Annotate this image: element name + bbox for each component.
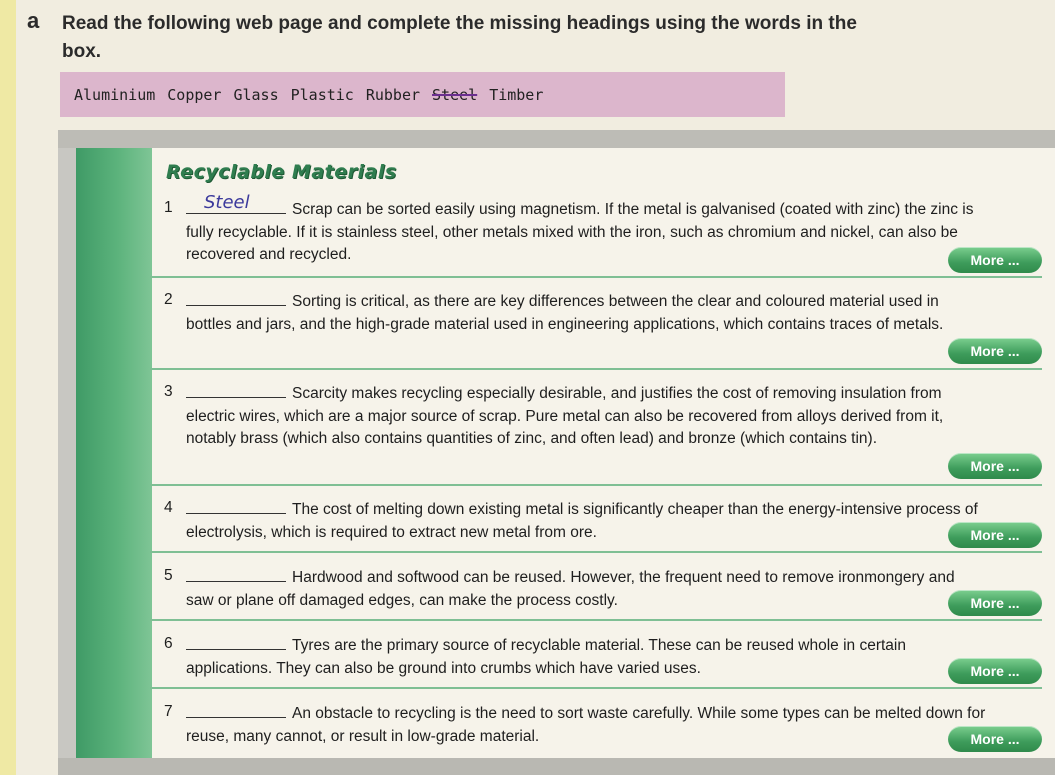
web-page-bottom-bar [58, 758, 1055, 775]
word-timber: Timber [489, 85, 544, 104]
more-button[interactable]: More ... [948, 726, 1042, 752]
entry-text: An obstacle to recycling is the need to sort waste carefully. While some types can be melted down for reuse, many cannot, or result in low-grade material. [186, 705, 986, 745]
word-copper: Copper [167, 85, 222, 104]
entry-divider [150, 619, 1042, 621]
word-rubber: Rubber [365, 85, 421, 104]
entry-text: Tyres are the primary source of recyclable material. These can be reused whole in certain applications. They can also be ground into crumbs which have varied uses. [186, 637, 906, 677]
exercise-instruction: Read the following web page and complete the missing headings using the words in the box. [62, 13, 857, 62]
handwritten-answer: Steel [204, 191, 250, 213]
entry-divider [150, 484, 1042, 486]
list-item [150, 633, 1042, 680]
list-item [150, 289, 1042, 336]
entry-number: 5 [164, 567, 173, 584]
entry-text: Sorting is critical, as there are key differences between the clear and coloured material used in bottles and jars, and the high-grade material used in engineering applications, which contains traces of metals. [186, 293, 944, 333]
word-aluminium: Aluminium [74, 85, 156, 104]
entry-number: 2 [164, 291, 173, 308]
more-button[interactable]: More ... [948, 590, 1042, 616]
entry-number: 7 [164, 703, 173, 720]
entry-text-block [186, 701, 986, 748]
heading-blank[interactable] [186, 633, 286, 650]
word-steel: Steel [432, 85, 478, 104]
list-item [150, 497, 1042, 544]
entry-text-block [186, 381, 986, 451]
heading-blank[interactable] [186, 701, 286, 718]
list-item [150, 701, 1042, 748]
entry-text-block [186, 497, 986, 544]
entry-text: Hardwood and softwood can be reused. However, the frequent need to remove ironmongery and saw or plane off damaged edges, can make the process costly. [186, 569, 955, 609]
page-title: Recyclable Materials [166, 161, 397, 183]
exercise-letter: a [27, 8, 40, 33]
heading-blank[interactable] [186, 289, 286, 306]
heading-blank[interactable] [186, 497, 286, 514]
entry-number: 1 [164, 199, 173, 216]
heading-blank[interactable] [186, 565, 286, 582]
list-item [150, 565, 1042, 612]
entry-text-block [186, 633, 986, 680]
word-box [60, 72, 785, 117]
more-button[interactable]: More ... [948, 522, 1042, 548]
more-button[interactable]: More ... [948, 338, 1042, 364]
more-button[interactable]: More ... [948, 453, 1042, 479]
heading-blank[interactable] [186, 191, 286, 214]
entry-text: Scarcity makes recycling especially desirable, and justifies the cost of removing insulation from electric wires, which are a major source of scrap. Pure metal can also be recovered from alloys derived from it, notably brass (which also contains quantities of zinc, and often lead) and bronze (which contains tin). [186, 385, 944, 447]
entry-divider [150, 276, 1042, 278]
list-item [150, 381, 1042, 451]
entry-divider [150, 687, 1042, 689]
list-item [150, 191, 1042, 267]
entry-divider [150, 551, 1042, 553]
entry-number: 4 [164, 499, 173, 516]
heading-blank[interactable] [186, 381, 286, 398]
more-button[interactable]: More ... [948, 247, 1042, 273]
entry-text: Scrap can be sorted easily using magnetism. If the metal is galvanised (coated with zinc) the zinc is fully recyclable. If it is stainless steel, other metals mixed with the iron, such as chromium and nickel, can also be recovered and recycled. [186, 201, 974, 263]
entry-text-block [186, 191, 986, 267]
web-page-top-bar [58, 130, 1055, 148]
more-button[interactable]: More ... [948, 658, 1042, 684]
green-sidebar-band [76, 148, 152, 758]
entry-number: 3 [164, 383, 173, 400]
entry-text: The cost of melting down existing metal is significantly cheaper than the energy-intensive process of electrolysis, which is required to extract new metal from ore. [186, 501, 978, 541]
entry-text-block [186, 289, 986, 336]
entry-number: 6 [164, 635, 173, 652]
word-glass: Glass [233, 85, 279, 104]
entry-divider [150, 368, 1042, 370]
entry-text-block [186, 565, 986, 612]
word-plastic: Plastic [290, 85, 354, 104]
left-margin-strip [0, 0, 16, 775]
